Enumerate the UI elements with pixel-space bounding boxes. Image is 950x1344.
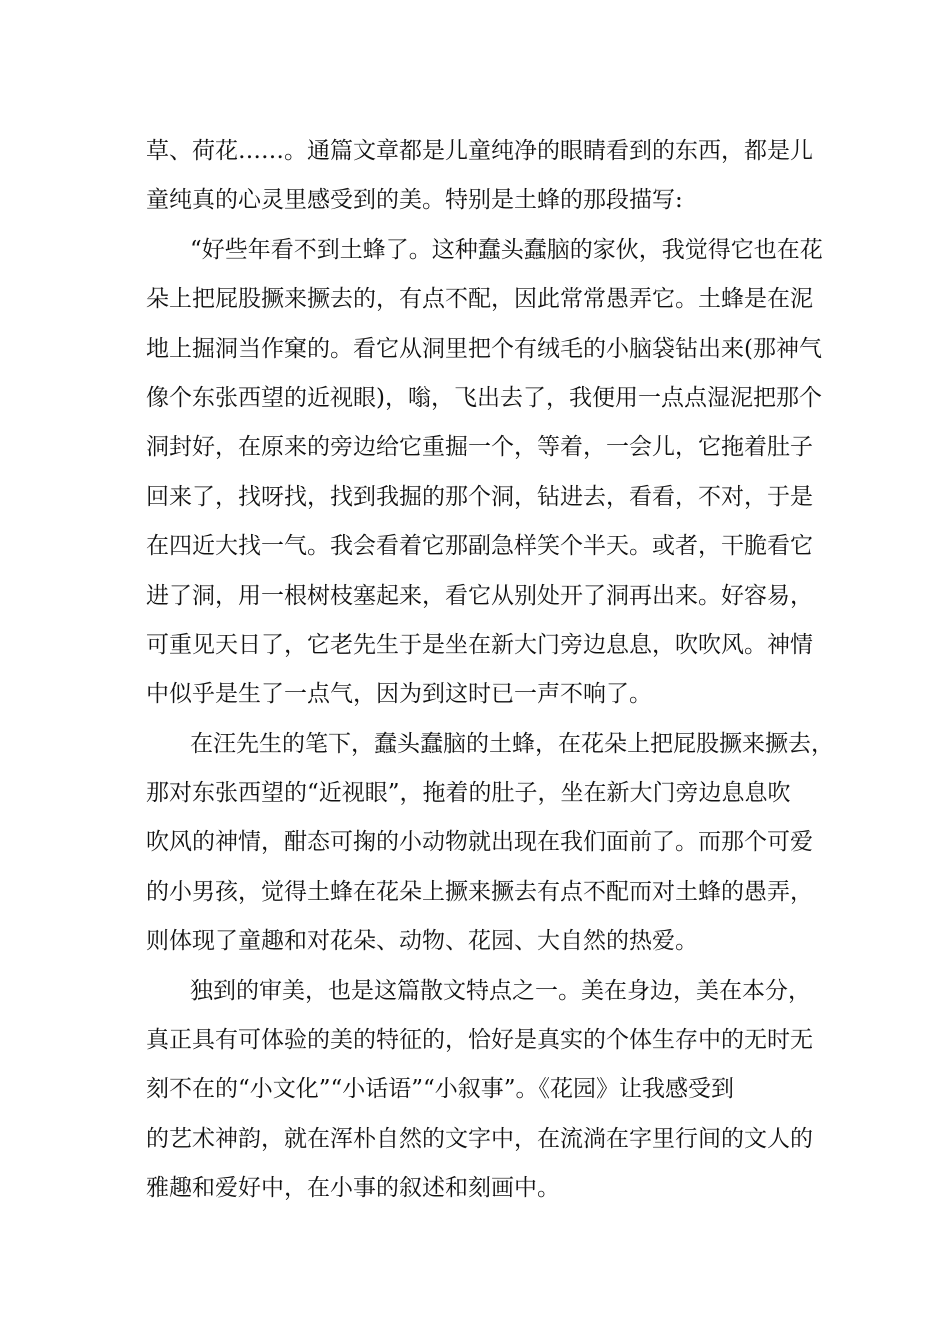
text-line: 进了洞，用一根树枝塞起来，看它从别处开了洞再出来。好容易， <box>146 582 813 609</box>
text-line: 可重见天日了，它老先生于是坐在新大门旁边息息，吹吹风。神情 <box>146 631 813 658</box>
text-line: 草、荷花……。通篇文章都是儿童纯净的眼睛看到的东西，都是儿 <box>146 138 813 164</box>
text-line: 真正具有可体验的美的特征的，恰好是真实的个体生存中的无时无 <box>146 1027 813 1054</box>
text-line: 在汪先生的笔下，蠢头蠢脑的土蜂，在花朵上把屁股撅来撅去， <box>190 730 834 757</box>
text-line: 的小男孩，觉得土蜂在花朵上撅来撅去有点不配而对土蜂的愚弄， <box>146 878 813 905</box>
text-line: 则体现了童趣和对花朵、动物、花园、大自然的热爱。 <box>146 928 698 955</box>
text-line: 在四近大找一气。我会看着它那副急样笑个半天。或者，干脆看它 <box>146 533 813 560</box>
text-line: 地上掘洞当作窠的。看它从洞里把个有绒毛的小脑袋钻出来(那神气 <box>146 335 822 362</box>
text-line: 那对东张西望的“近视眼”，拖着的肚子，坐在新大门旁边息息吹 <box>146 780 791 807</box>
text-line: 独到的审美，也是这篇散文特点之一。美在身边，美在本分， <box>190 977 811 1004</box>
text-line: 洞封好，在原来的旁边给它重掘一个，等着，一会儿，它拖着肚子 <box>146 434 813 461</box>
text-line: 童纯真的心灵里感受到的美。特别是土蜂的那段描写: <box>146 187 683 214</box>
text-line: 中似乎是生了一点气，因为到这时已一声不响了。 <box>146 681 652 708</box>
text-line: 回来了，找呀找，找到我掘的那个洞，钻进去，看看，不对，于是 <box>146 483 813 510</box>
text-line: 的艺术神韵，就在浑朴自然的文字中，在流淌在字里行间的文人的 <box>146 1125 813 1152</box>
text-line: 吹风的神情，酣态可掬的小动物就出现在我们面前了。而那个可爱 <box>146 829 813 856</box>
text-line: 像个东张西望的近视眼)，嗡，飞出去了，我便用一点点湿泥把那个 <box>146 384 822 411</box>
text-line: 朵上把屁股撅来撅去的，有点不配，因此常常愚弄它。土蜂是在泥 <box>146 286 813 313</box>
text-line: “好些年看不到土蜂了。这种蠢头蠢脑的家伙，我觉得它也在花 <box>190 236 823 263</box>
text-line: 雅趣和爱好中，在小事的叙述和刻画中。 <box>146 1175 560 1202</box>
text-line: 刻不在的“小文化”“小话语”“小叙事”。《花园》让我感受到 <box>146 1076 735 1103</box>
body-text <box>146 127 834 1214</box>
